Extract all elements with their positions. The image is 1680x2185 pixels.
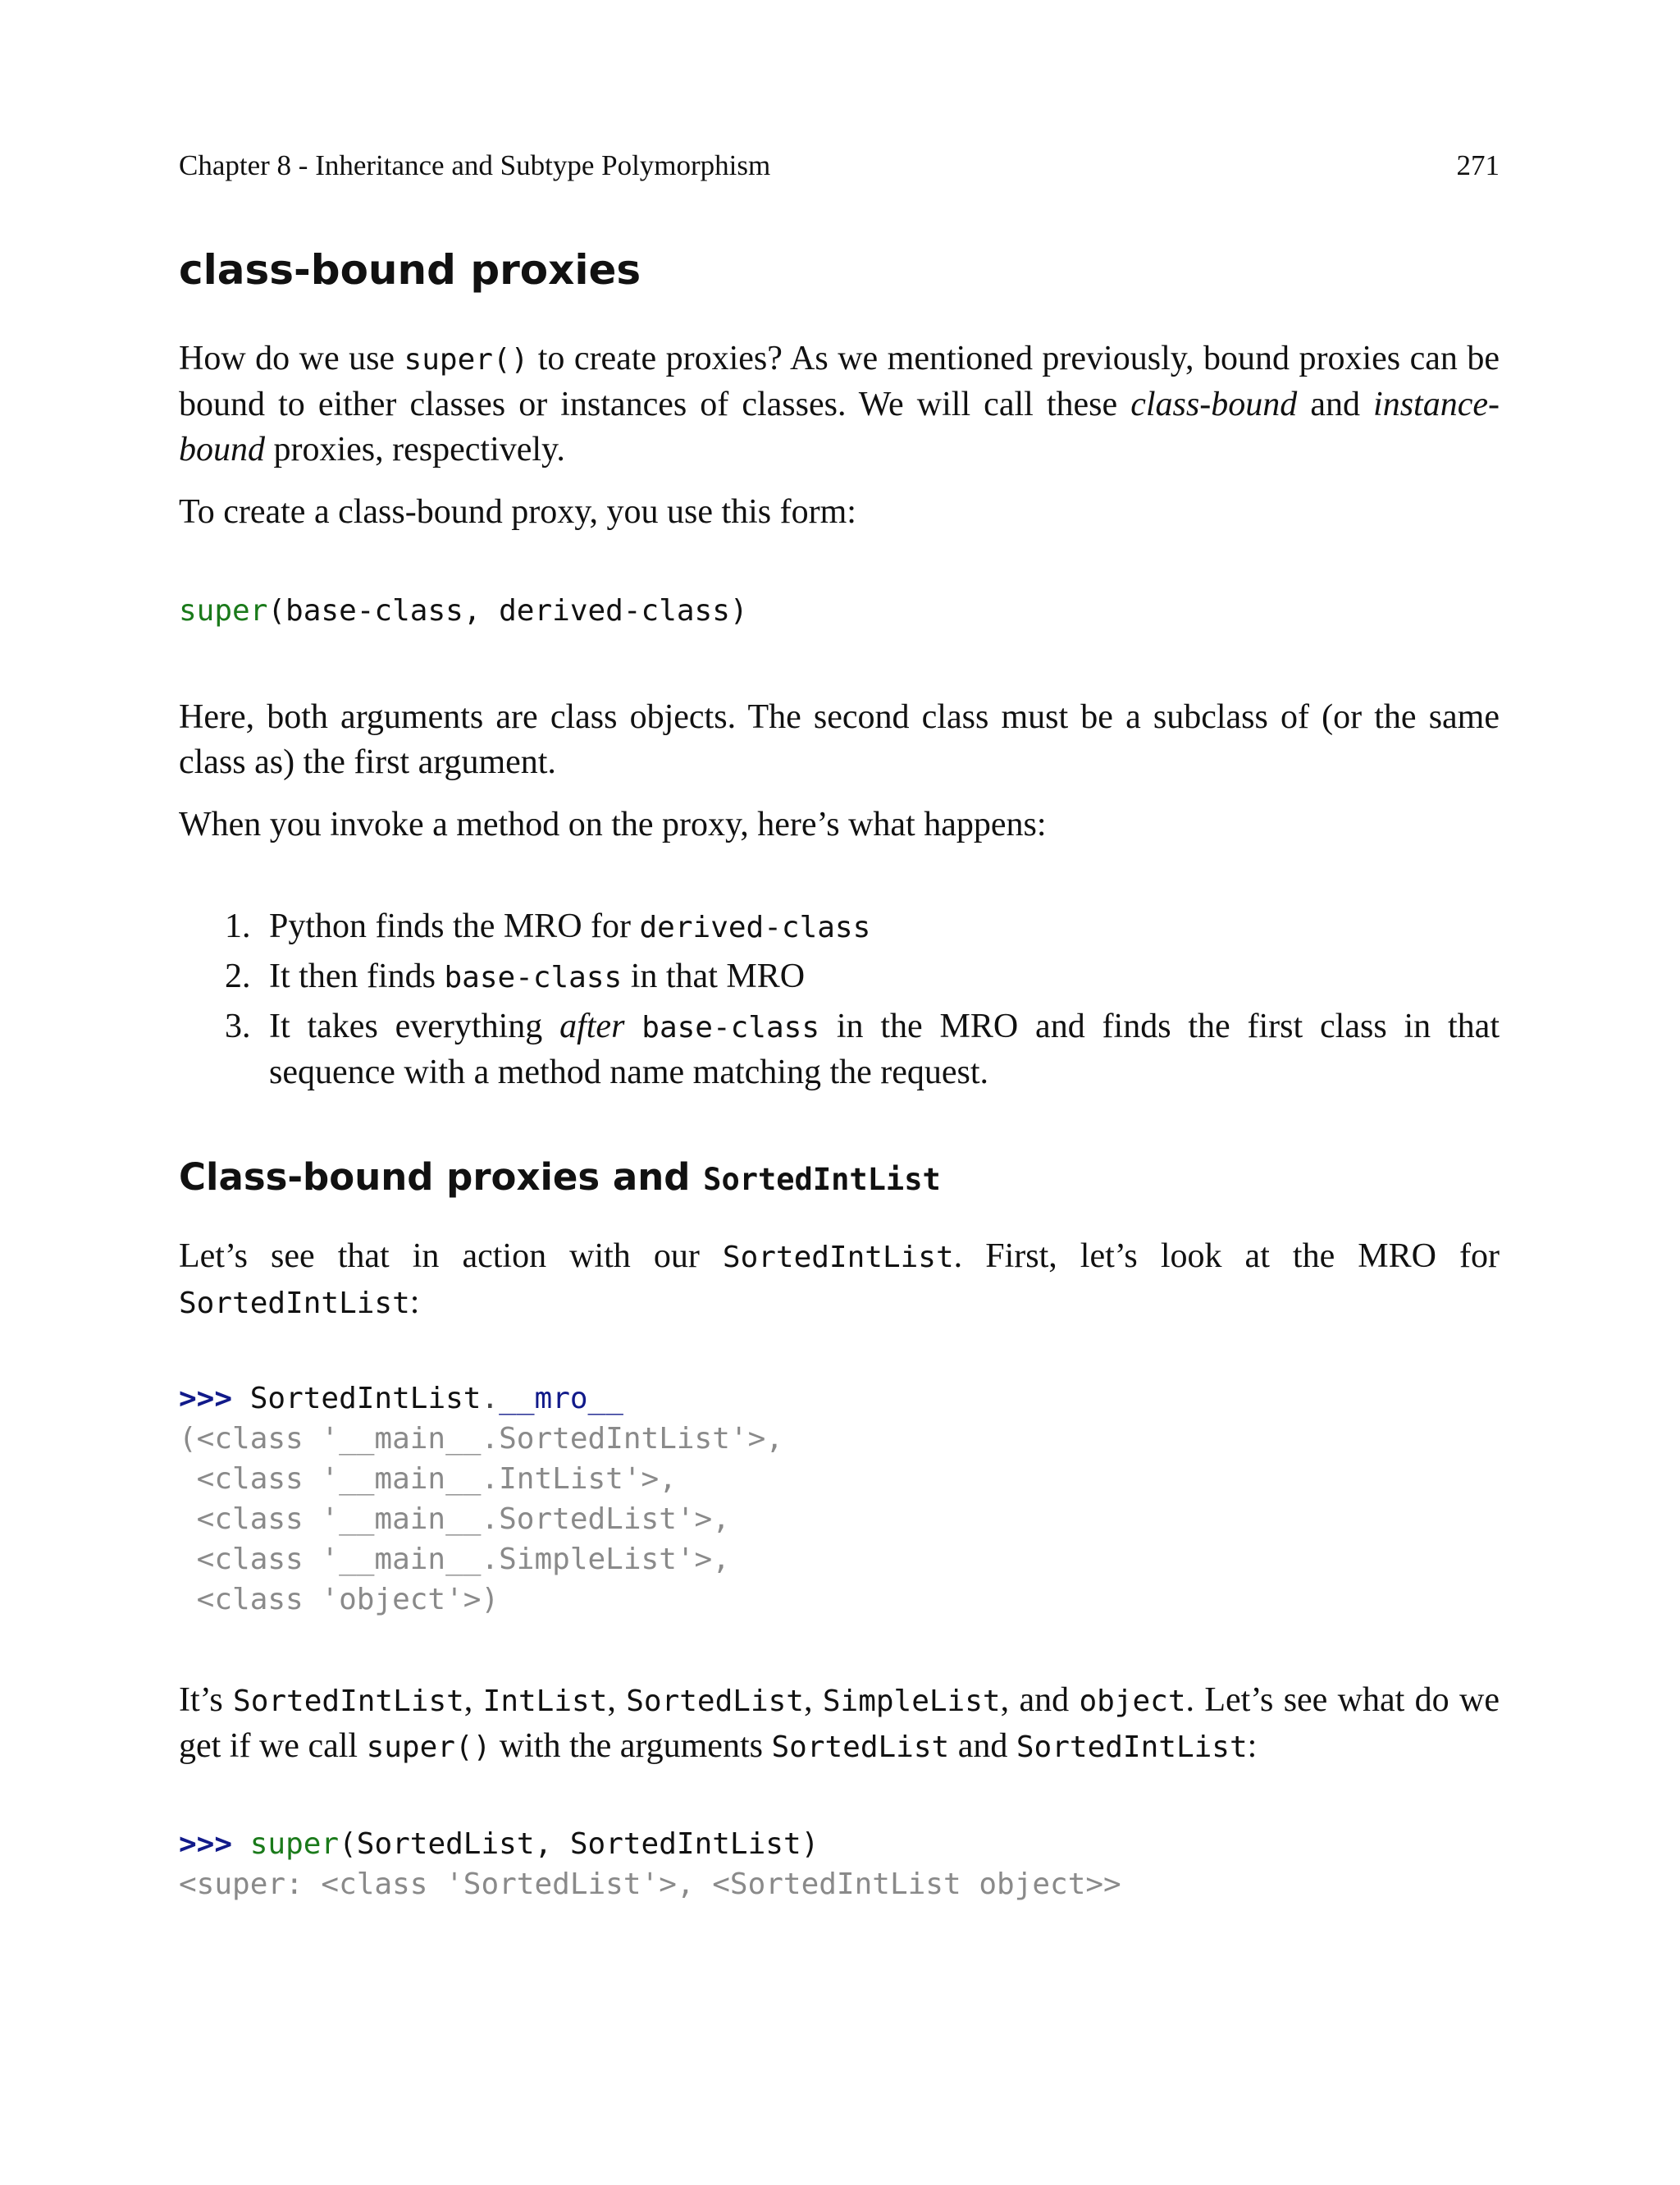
running-header: [179, 148, 1500, 184]
paragraph-mro-intro: Let’s see that in action with our SortedIntList. First, let’s look at the MRO for SortedIntList:: [179, 1237, 1500, 1321]
page-number: 271: [1456, 149, 1500, 181]
steps-list: [179, 904, 1500, 1099]
chapter-title: Chapter 8 - Inheritance and Subtype Polymorphism: [179, 149, 771, 181]
inline-code: super(): [404, 343, 529, 377]
paragraph-arguments: Here, both arguments are class objects. The second class must be a subclass of (or the same class as) the first argument.: [179, 698, 1500, 781]
paragraph-form: To create a class-bound proxy, you use this form:: [179, 493, 856, 531]
subsection-heading: Class-bound proxies and SortedIntList: [179, 1155, 941, 1199]
code-block-super-form: super(base-class, derived-class): [179, 594, 748, 628]
code-block-super-call: >>> super(SortedList, SortedIntList) <super: <class 'SortedList'>, <SortedIntList object>>: [179, 1827, 1121, 1901]
paragraph-super-call: It’s SortedIntList, IntList, SortedList, SimpleList, and object. Let’s see what do we get if we call super() with the arguments SortedList and SortedIntList:: [179, 1681, 1500, 1765]
list-item: 2. It then finds base-class in that MRO: [225, 958, 806, 995]
paragraph-invoke: When you invoke a method on the proxy, here’s what happens:: [179, 806, 1047, 843]
list-item: 1. Python finds the MRO for derived-class: [225, 907, 871, 945]
list-item: 3. It takes everything after base-class in the MRO and finds the first class in that sequence with a method name matching the request.: [225, 1008, 1500, 1091]
paragraph-intro: How do we use super() to create proxies? As we mentioned previously, bound proxies can be bound to either classes or instances of classes. We will call these class-bound and instance-bound proxies, respectively.: [179, 340, 1500, 469]
section-heading: class-bound proxies: [179, 246, 641, 294]
code-block-mro: >>> SortedIntList.__mro__ (<class '__main__.SortedIntList'>, <class '__main__.IntList'>, <class '__main__.SortedList'>, <class '__main__.SimpleList'>, <class 'object'>): [179, 1382, 783, 1616]
